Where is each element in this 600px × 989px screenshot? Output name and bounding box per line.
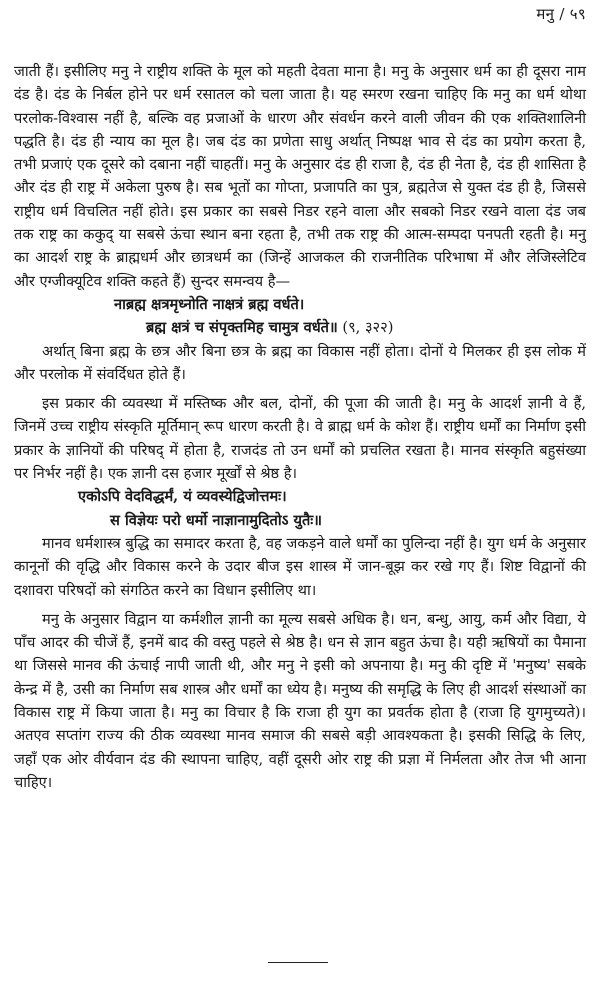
body-text <box>14 60 586 794</box>
verse-2-line-2: स विज्ञेयः परो धर्मो नाज्ञानामुदितोऽ युतैः॥ <box>110 511 322 529</box>
verse-1-line-1: नाब्रह्म क्षत्रमृध्नोति नाक्षत्रं ब्रह्म वर्धते। <box>114 295 305 313</box>
paragraph-2: अर्थात् बिना ब्रह्म के छत्र और बिना छत्र के ब्रह्म का विकास नहीं होता। दोनों ये मिलकर ही इस लोक में और परलोक में संवर्दिधत होते हैं। <box>14 342 586 383</box>
verse-1-reference: (९, ३२२) <box>337 319 394 337</box>
paragraph-1: जाती हैं। इसीलिए मनु ने राष्ट्रीय शक्ति के मूल को महती देवता माना है। मनु के अनुसार धर्म का ही दूसरा नाम दंड है। दंड के निर्बल होने पर धर्म रसातल को चला जाता है। यह स्मरण रखना चाहिए कि मनु का धर्म थोथा परलोक-विश्वास नहीं है, बल्कि वह प्रजाओं के धारण और संवर्धन करने वाली जीवन की एक शक्तिशालिनी पद्धति है। दंड ही न्याय का मूल है। जब दंड का प्रणेता साधु अर्थात् निष्पक्ष भाव से दंड का प्रयोग करता है, तभी प्रजाएं एक दूसरे को दबाना नहीं चाहतीं। मनु के अनुसार दंड ही राजा है, दंड ही नेता है, दंड ही शासिता है और दंड ही राष्ट्र में अकेला पुरुष है। सब भूतों का गोप्ता, प्रजापति का पुत्र, ब्रह्मतेज से युक्त दंड ही है, जिससे राष्ट्रीय धर्म विचलित नहीं होते। इस प्रकार का सबसे निडर रहने वाला और सबको निडर रखने वाला दंड जब तक राष्ट्र का ककुद् या सबसे ऊंचा स्थान बना रहता है, तभी तक राष्ट्र की आत्म-सम्पदा पनपती रहती है। मनु का आदर्श राष्ट्र के ब्राह्मधर्म और छात्रधर्म का (जिन्हें आजकल की राजनीतिक परिभाषा में और लेजिस्लेटिव और एग्जीक्यूटिव शक्ति कहते हैं) सुन्दर समन्वय है— <box>14 63 586 290</box>
paragraph-5: मनु के अनुसार विद्वान या कर्मशील ज्ञानी का मूल्य सबसे अधिक है। धन, बन्धु, आयु, कर्म और विद्या, ये पाँच आदर की चीजें हैं, इनमें बाद की वस्तु पहले से श्रेष्ठ है। धन से ज्ञान बहुत ऊंचा है। यही ऋषियों का पैमाना था जिससे मानव की ऊंचाई नापी जाती थी, और मनु ने इसी को अपनाया है। मनु की दृष्टि में 'मनुष्य' सबके केन्द्र में है, उसी का निर्माण सब शास्त्र और धर्मों का ध्येय है। मनुष्य की समृद्धि के लिए ही आदर्श संस्थाओं का विकास राष्ट्र में किया जाता है। मनु का विचार है कि राजा ही युग का प्रवर्तक होता है (राजा हि युगमुच्यते)। अतएव सप्तांग राज्य की ठीक व्यवस्था मानव समाज की सबसे बड़ी आवश्यकता है। इसकी सिद्धि के लिए, जहाँ एक ओर वीर्यवान दंड की स्थापना चाहिए, वहीं दूसरी ओर राष्ट्र की प्रज्ञा में निर्मलता और तेज भी आना चाहिए। <box>14 610 586 791</box>
section-end-divider <box>268 962 328 963</box>
verse-1-line-2 <box>14 316 586 339</box>
paragraph-4: मानव धर्मशास्त्र बुद्धि का समादर करता है, वह जकड़ने वाले धर्मों का पुलिन्दा नहीं है। युग धर्म के अनुसार कानूनों की वृद्धि और विकास करने के उदार बीज इस शास्त्र में जान-बूझ कर रखे गए हैं। शिष्ट विद्वानों की दशावरा परिषदों को संगठित करने का विधान इसीलिए था। <box>14 534 586 599</box>
verse-1-line-2-text: ब्रह्म क्षत्रं च संपृक्तमिह चामुत्र वर्धते॥ <box>146 319 338 337</box>
running-head-page-number: मनु / ५९ <box>536 5 586 23</box>
verse-2-line-1: एकोऽपि वेदविद्धर्मं, यं व्यवस्येद्विजोत्तमः। <box>78 488 287 506</box>
paragraph-3: इस प्रकार की व्यवस्था में मस्तिष्क और बल, दोनों, की पूजा की जाती है। मनु के आदर्श ज्ञानी वे हैं, जिनमें उच्च राष्ट्रीय संस्कृति मूर्तिमान् रूप धारण करती है। वे ब्राह्म धर्म के कोश हैं। राष्ट्रीय धर्मों का निर्माण इसी प्रकार के ज्ञानियों की परिषद् में होता है, राजदंड तो उन धर्मों को प्रचलित रखता है। मानव संस्कृति बहुसंख्या पर निर्भर नहीं है। एक ज्ञानी दस हजार मूर्खों से श्रेष्ठ है। <box>14 395 586 483</box>
